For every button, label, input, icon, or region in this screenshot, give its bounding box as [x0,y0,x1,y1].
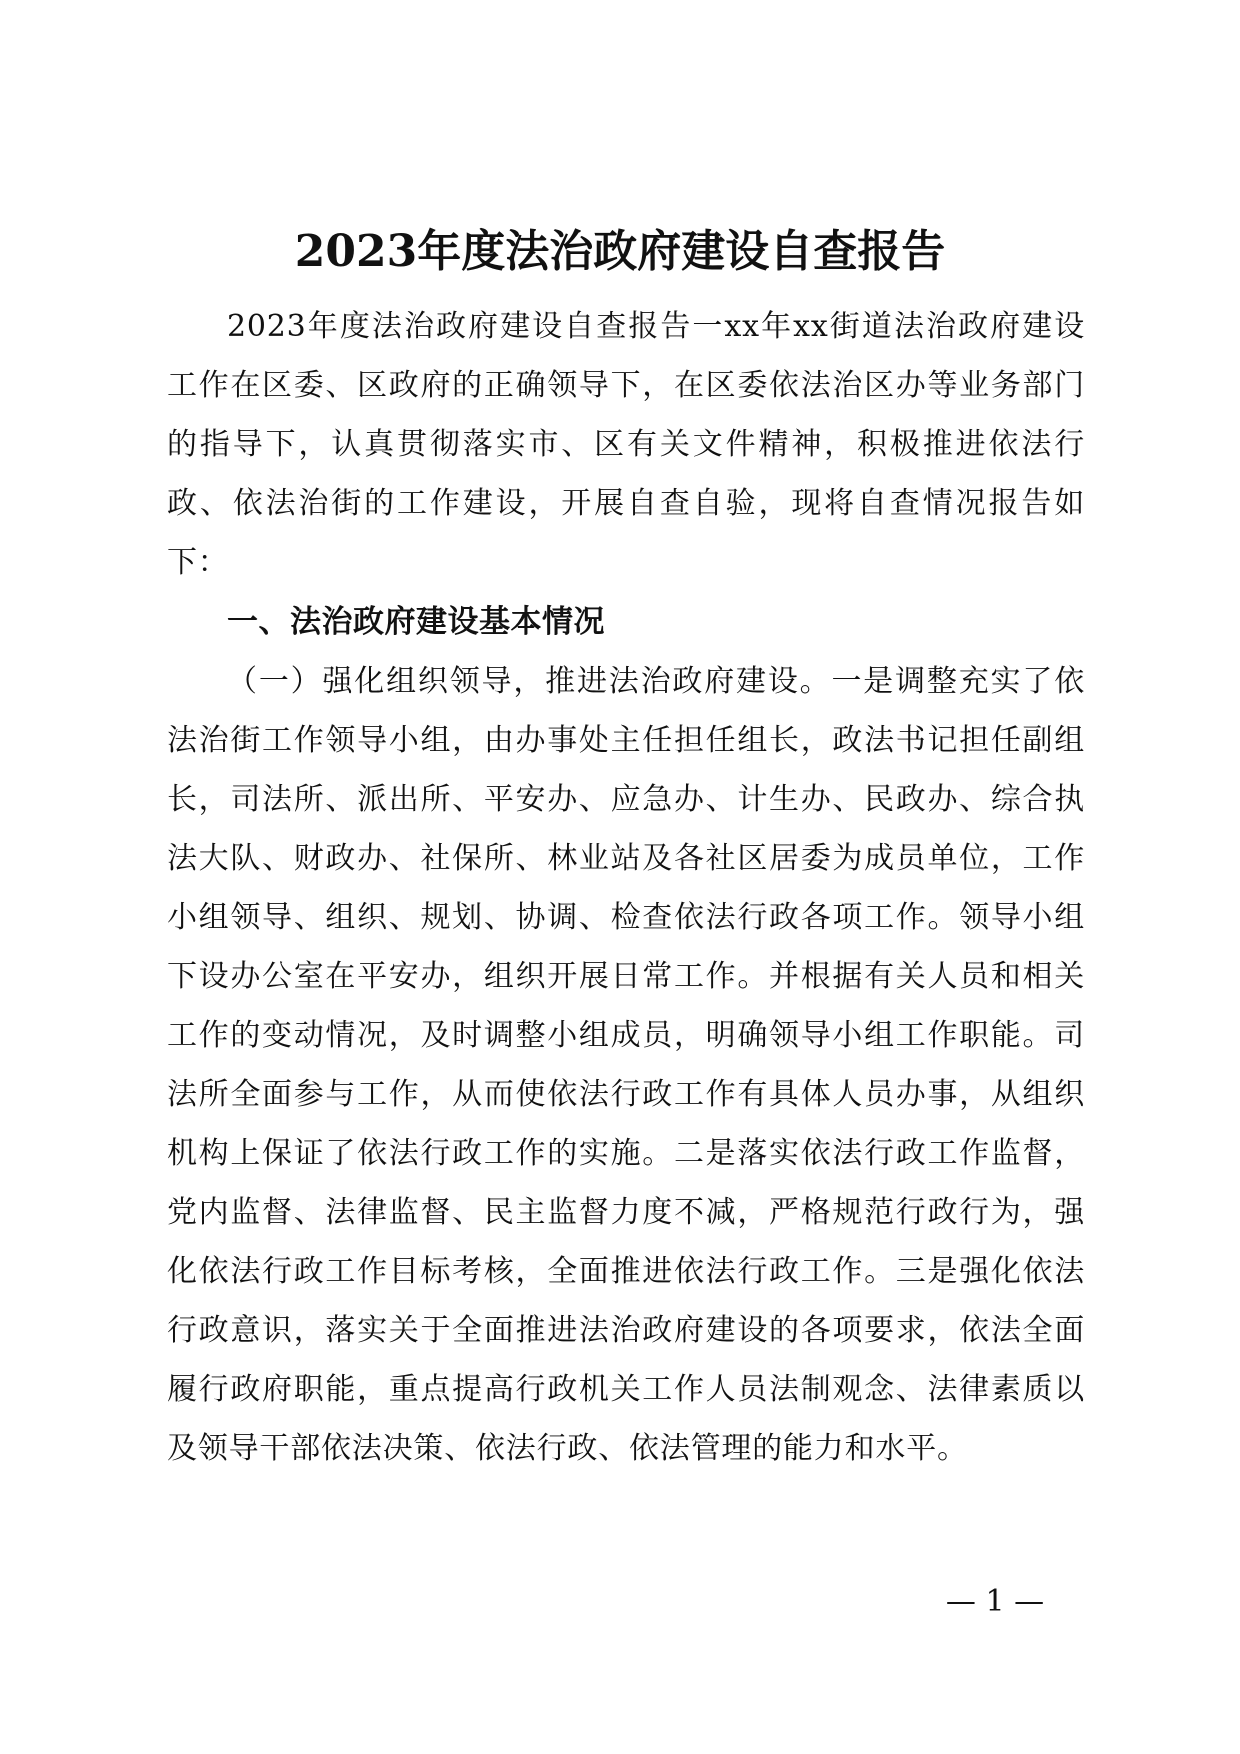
intro-paragraph: 2023年度法治政府建设自查报告一xx年xx街道法治政府建设工作在区委、区政府的正确领导下，在区委依法治区办等业务部门的指导下，认真贯彻落实市、区有关文件精神，积极推进依法行政、依法治街的工作建设，开展自查自验，现将自查情况报告如下： [167,309,1085,580]
page-number: — 1 — [945,1584,1045,1619]
section-paragraph: （一）强化组织领导，推进法治政府建设。一是调整充实了依法治街工作领导小组，由办事处主任担任组长，政法书记担任副组长，司法所、派出所、平安办、应急办、计生办、民政办、综合执法大队、财政办、社保所、林业站及各社区居委为成员单位，工作小组领导、组织、规划、协调、检查依法行政各项工作。领导小组下设办公室在平安办，组织开展日常工作。并根据有关人员和相关工作的变动情况，及时调整小组成员，明确领导小组工作职能。司法所全面参与工作，从而使依法行政工作有具体人员办事，从组织机构上保证了依法行政工作的实施。二是落实依法行政工作监督，党内监督、法律监督、民主监督力度不减，严格规范行政行为，强化依法行政工作目标考核，全面推进依法行政工作。三是强化依法行政意识，落实关于全面推进法治政府建设的各项要求，依法全面履行政府职能，重点提高行政机关工作人员法制观念、法律素质以及领导干部依法决策、依法行政、依法管理的能力和水平。 [167,664,1085,1466]
section-heading: 一、法治政府建设基本情况 [227,604,605,640]
document-body [167,297,1085,1478]
document-title: 2023年度法治政府建设自查报告 [294,226,946,277]
